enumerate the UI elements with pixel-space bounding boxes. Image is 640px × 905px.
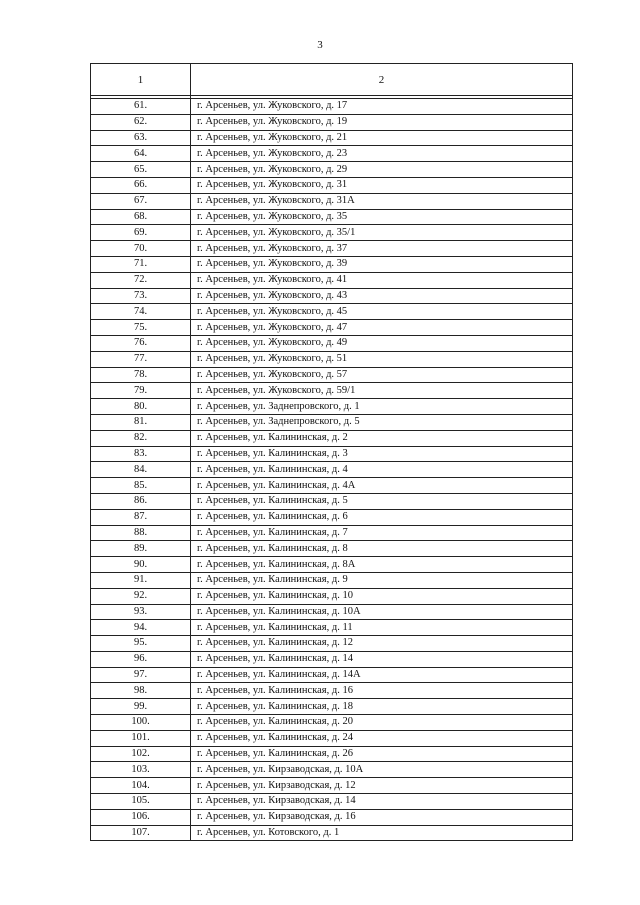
table-row <box>91 383 573 399</box>
row-number: 92. <box>91 588 191 604</box>
table-row <box>91 130 573 146</box>
table-row <box>91 715 573 731</box>
table-row <box>91 762 573 778</box>
table-row <box>91 746 573 762</box>
row-address: г. Арсеньев, ул. Калининская, д. 9 <box>191 572 573 588</box>
row-number: 98. <box>91 683 191 699</box>
table-row <box>91 304 573 320</box>
row-number: 84. <box>91 462 191 478</box>
row-number: 102. <box>91 746 191 762</box>
row-number: 73. <box>91 288 191 304</box>
row-number: 106. <box>91 809 191 825</box>
table-row <box>91 699 573 715</box>
table-row <box>91 557 573 573</box>
table-row <box>91 636 573 652</box>
table-row <box>91 320 573 336</box>
row-number: 65. <box>91 162 191 178</box>
row-number: 71. <box>91 256 191 272</box>
row-address: г. Арсеньев, ул. Калининская, д. 8 <box>191 541 573 557</box>
row-number: 103. <box>91 762 191 778</box>
row-address: г. Арсеньев, ул. Калининская, д. 2 <box>191 430 573 446</box>
table-row <box>91 399 573 415</box>
row-address: г. Арсеньев, ул. Калининская, д. 7 <box>191 525 573 541</box>
table-row <box>91 683 573 699</box>
row-address: г. Арсеньев, ул. Жуковского, д. 17 <box>191 99 573 115</box>
row-number: 63. <box>91 130 191 146</box>
table-row <box>91 462 573 478</box>
row-address: г. Арсеньев, ул. Жуковского, д. 51 <box>191 351 573 367</box>
row-number: 74. <box>91 304 191 320</box>
row-number: 76. <box>91 335 191 351</box>
row-address: г. Арсеньев, ул. Жуковского, д. 35 <box>191 209 573 225</box>
table-row <box>91 825 573 841</box>
row-address: г. Арсеньев, ул. Калининская, д. 8А <box>191 557 573 573</box>
table-row <box>91 667 573 683</box>
table-body <box>91 96 573 841</box>
row-number: 107. <box>91 825 191 841</box>
table-row <box>91 272 573 288</box>
table-row <box>91 162 573 178</box>
row-address: г. Арсеньев, ул. Калининская, д. 16 <box>191 683 573 699</box>
row-address: г. Арсеньев, ул. Калининская, д. 26 <box>191 746 573 762</box>
table-row <box>91 367 573 383</box>
table-row <box>91 114 573 130</box>
table-row <box>91 241 573 257</box>
row-address: г. Арсеньев, ул. Калининская, д. 3 <box>191 446 573 462</box>
row-number: 61. <box>91 99 191 115</box>
header-row <box>91 64 573 96</box>
row-address: г. Арсеньев, ул. Жуковского, д. 41 <box>191 272 573 288</box>
row-address: г. Арсеньев, ул. Калининская, д. 14А <box>191 667 573 683</box>
row-number: 87. <box>91 509 191 525</box>
row-number: 99. <box>91 699 191 715</box>
column-header-number: 1 <box>91 64 191 96</box>
table-row <box>91 414 573 430</box>
table-row <box>91 288 573 304</box>
row-address: г. Арсеньев, ул. Жуковского, д. 23 <box>191 146 573 162</box>
row-number: 82. <box>91 430 191 446</box>
row-number: 67. <box>91 193 191 209</box>
row-address: г. Арсеньев, ул. Жуковского, д. 35/1 <box>191 225 573 241</box>
row-address: г. Арсеньев, ул. Калининская, д. 24 <box>191 730 573 746</box>
row-address: г. Арсеньев, ул. Калининская, д. 6 <box>191 509 573 525</box>
row-address: г. Арсеньев, ул. Заднепровского, д. 1 <box>191 399 573 415</box>
row-address: г. Арсеньев, ул. Жуковского, д. 49 <box>191 335 573 351</box>
row-number: 64. <box>91 146 191 162</box>
row-number: 69. <box>91 225 191 241</box>
row-number: 68. <box>91 209 191 225</box>
row-address: г. Арсеньев, ул. Жуковского, д. 45 <box>191 304 573 320</box>
row-number: 85. <box>91 478 191 494</box>
row-number: 89. <box>91 541 191 557</box>
row-number: 78. <box>91 367 191 383</box>
table-row <box>91 525 573 541</box>
table-row <box>91 335 573 351</box>
table-row <box>91 446 573 462</box>
row-address: г. Арсеньев, ул. Жуковского, д. 43 <box>191 288 573 304</box>
row-address: г. Арсеньев, ул. Калининская, д. 14 <box>191 651 573 667</box>
row-number: 104. <box>91 778 191 794</box>
table-row <box>91 651 573 667</box>
row-number: 66. <box>91 177 191 193</box>
row-number: 90. <box>91 557 191 573</box>
row-address: г. Арсеньев, ул. Жуковского, д. 59/1 <box>191 383 573 399</box>
row-address: г. Арсеньев, ул. Кирзаводская, д. 10А <box>191 762 573 778</box>
table-row <box>91 225 573 241</box>
table-row <box>91 209 573 225</box>
table-row <box>91 430 573 446</box>
row-address: г. Арсеньев, ул. Калининская, д. 18 <box>191 699 573 715</box>
table-row <box>91 351 573 367</box>
table-row <box>91 794 573 810</box>
row-number: 70. <box>91 241 191 257</box>
row-number: 96. <box>91 651 191 667</box>
table-row <box>91 256 573 272</box>
table-row <box>91 572 573 588</box>
row-address: г. Арсеньев, ул. Калининская, д. 12 <box>191 636 573 652</box>
row-address: г. Арсеньев, ул. Калининская, д. 10А <box>191 604 573 620</box>
table-row <box>91 509 573 525</box>
row-address: г. Арсеньев, ул. Кирзаводская, д. 12 <box>191 778 573 794</box>
row-number: 86. <box>91 493 191 509</box>
row-address: г. Арсеньев, ул. Кирзаводская, д. 16 <box>191 809 573 825</box>
row-number: 72. <box>91 272 191 288</box>
row-address: г. Арсеньев, ул. Жуковского, д. 47 <box>191 320 573 336</box>
row-address: г. Арсеньев, ул. Жуковского, д. 21 <box>191 130 573 146</box>
row-number: 83. <box>91 446 191 462</box>
row-number: 81. <box>91 414 191 430</box>
table-row <box>91 809 573 825</box>
table-row <box>91 193 573 209</box>
table-row <box>91 604 573 620</box>
row-address: г. Арсеньев, ул. Заднепровского, д. 5 <box>191 414 573 430</box>
row-address: г. Арсеньев, ул. Жуковского, д. 31А <box>191 193 573 209</box>
column-header-address: 2 <box>191 64 573 96</box>
address-table <box>90 63 573 841</box>
row-address: г. Арсеньев, ул. Калининская, д. 10 <box>191 588 573 604</box>
row-address: г. Арсеньев, ул. Калининская, д. 11 <box>191 620 573 636</box>
table-row <box>91 620 573 636</box>
row-address: г. Арсеньев, ул. Кирзаводская, д. 14 <box>191 794 573 810</box>
row-number: 77. <box>91 351 191 367</box>
row-number: 91. <box>91 572 191 588</box>
row-number: 75. <box>91 320 191 336</box>
table-row <box>91 99 573 115</box>
table-row <box>91 541 573 557</box>
row-number: 62. <box>91 114 191 130</box>
row-address: г. Арсеньев, ул. Калининская, д. 20 <box>191 715 573 731</box>
row-address: г. Арсеньев, ул. Жуковского, д. 19 <box>191 114 573 130</box>
row-number: 100. <box>91 715 191 731</box>
row-number: 97. <box>91 667 191 683</box>
row-number: 95. <box>91 636 191 652</box>
table-row <box>91 588 573 604</box>
row-address: г. Арсеньев, ул. Котовского, д. 1 <box>191 825 573 841</box>
row-number: 105. <box>91 794 191 810</box>
table-row <box>91 778 573 794</box>
row-address: г. Арсеньев, ул. Жуковского, д. 31 <box>191 177 573 193</box>
table-row <box>91 478 573 494</box>
row-number: 79. <box>91 383 191 399</box>
table-row <box>91 730 573 746</box>
row-number: 88. <box>91 525 191 541</box>
row-number: 80. <box>91 399 191 415</box>
row-address: г. Арсеньев, ул. Калининская, д. 5 <box>191 493 573 509</box>
row-number: 93. <box>91 604 191 620</box>
row-address: г. Арсеньев, ул. Жуковского, д. 39 <box>191 256 573 272</box>
row-address: г. Арсеньев, ул. Калининская, д. 4 <box>191 462 573 478</box>
table-row <box>91 493 573 509</box>
row-address: г. Арсеньев, ул. Жуковского, д. 29 <box>191 162 573 178</box>
row-number: 101. <box>91 730 191 746</box>
table-row <box>91 177 573 193</box>
row-address: г. Арсеньев, ул. Жуковского, д. 37 <box>191 241 573 257</box>
row-number: 94. <box>91 620 191 636</box>
table-row <box>91 146 573 162</box>
page-number: 3 <box>317 39 323 51</box>
row-address: г. Арсеньев, ул. Жуковского, д. 57 <box>191 367 573 383</box>
row-address: г. Арсеньев, ул. Калининская, д. 4А <box>191 478 573 494</box>
